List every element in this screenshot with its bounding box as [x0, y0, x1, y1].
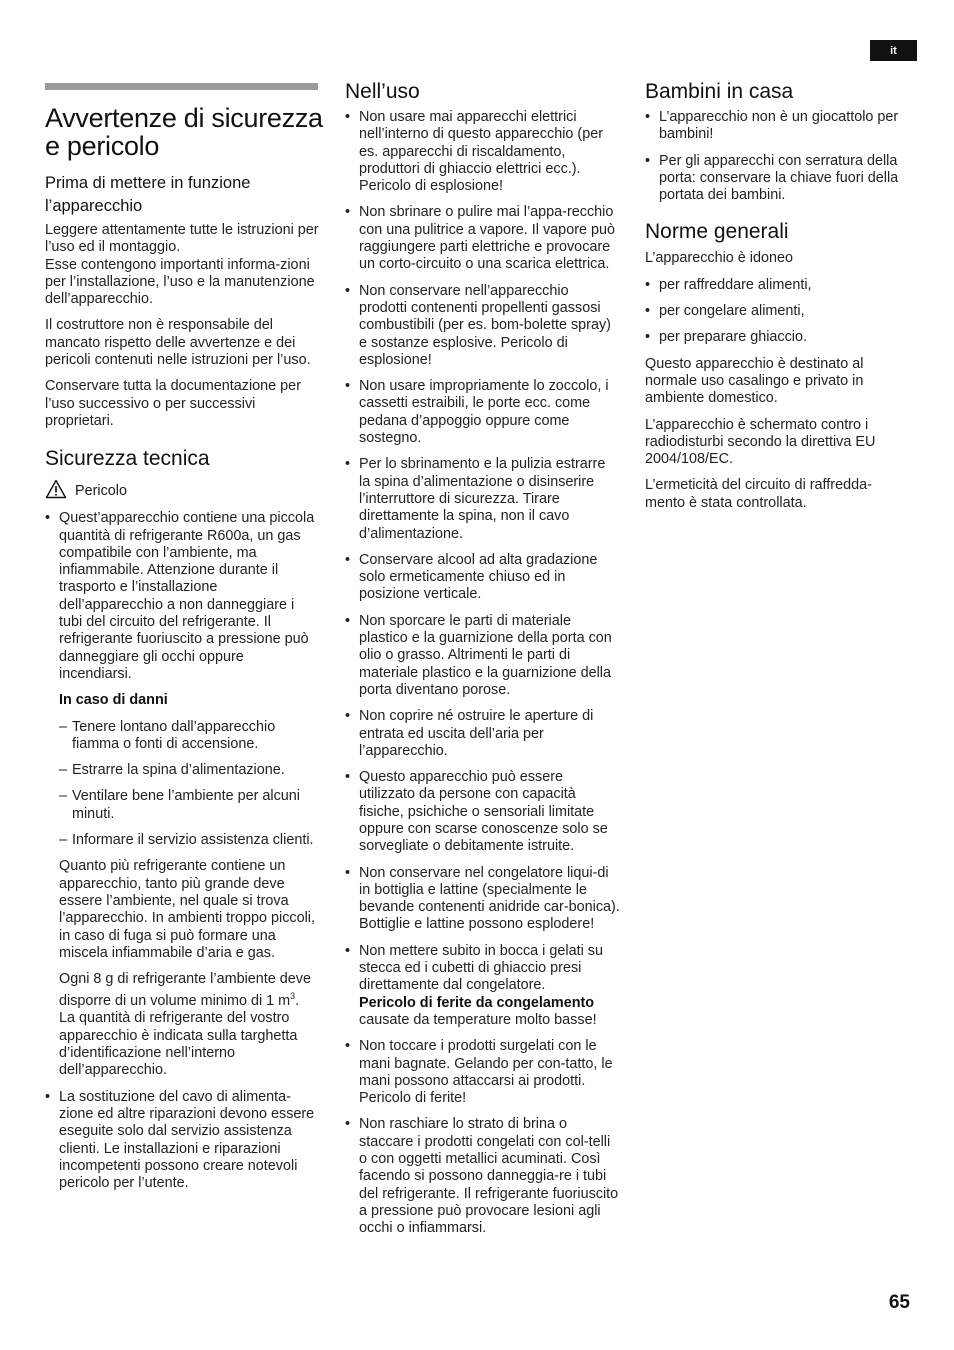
language-badge	[870, 40, 917, 61]
page-title: Avvertenze di sicurezza e pericolo	[45, 103, 323, 161]
list-item	[345, 943, 620, 1029]
norme-heading: Norme generali	[645, 220, 789, 244]
title-rule	[45, 83, 318, 90]
list-item	[45, 510, 319, 709]
list-item: • Non usare impropriamente lo zoccolo, i cassetti estraibili, le porte ecc. come pedana d’appoggio oppure come sostegno.	[345, 378, 620, 447]
list-item: • Per gli apparecchi con serratura della porta: conservare la chiave fuori della portata dei bambini.	[645, 153, 905, 205]
list-item: • Non raschiare lo strato di brina o staccare i prodotti congelati con col-telli o con oggetti metallici acuminati. Così facendo si possono danneggia-re i tubi del refrigerante. Il refrigerante fuoriuscito a pressione può provocare lesioni agli occhi o infiammarsi.	[345, 1116, 620, 1237]
ogni-after: . La quantità di refrigerante del vostro apparecchio è indicata sulla targhetta d’identificazione nell’interno dell’apparecchio.	[59, 993, 300, 1079]
sicurezza-list	[45, 510, 319, 709]
list-item: • per congelare alimenti,	[645, 303, 905, 320]
list-item: • Non conservare nel congelatore liqui-di in bottiglia e lattine (specialmente le bevande contenenti anidride car-bonica). Bottiglie e lattine possono esplodere!	[345, 865, 620, 934]
danni-label: In caso di danni	[59, 692, 168, 709]
norme-paragraph-1: Questo apparecchio è destinato al normale uso casalingo e privato in ambiente domestico.	[645, 355, 864, 407]
list-item: • Conservare alcool ad alta gradazione solo ermeticamente chiuso ed in posizione verticale.	[345, 552, 620, 604]
list-item: • Non coprire né ostruire le aperture di entrata ed uscita dell’aria per l’apparecchio.	[345, 708, 620, 760]
language-label: it	[890, 44, 897, 57]
refrigerante-text: Quest’apparecchio contiene una piccola quantità di refrigerante R600a, un gas compatibile con l’ambiente, ma infiammabile. Attenzione durante il trasporto e l’installazione dell’apparecchio a non danneggiare i tubi del circuito del refrigerante. Il refrigerante fuoriuscito a pressione può danneggiare gli occhi oppure incendiarsi.	[59, 510, 315, 682]
list-item: • Non conservare nell’apparecchio prodotti contenenti propellenti gassosi combustibili (per es. bom-bolette spray) e sostanze esplosive. Pericolo di esplosione!	[345, 283, 620, 369]
pericolo-label: Pericolo	[75, 483, 127, 500]
prima-paragraph-3: Conservare tutta la documentazione per l’uso successivo o per successivi proprietari.	[45, 378, 301, 429]
list-item: • Non sporcare le parti di materiale plastico e la guarnizione della porta con olio o grasso. Altrimenti le parti di materiale plastico e la guarnizione della porta diventano porose.	[345, 613, 620, 699]
norme-paragraph-2: L’apparecchio è schermato contro i radiodisturbi secondo la direttiva EU 2004/108/EC.	[645, 416, 876, 468]
ogni-before: Ogni 8 g di refrigerante l’ambiente deve disporre di un volume minimo di 1 m	[59, 971, 311, 1010]
list-item: • Non sbrinare o pulire mai l’appa-recchio con una pulitrice a vapore. Il vapore può raggiungere parti elettriche e provocare un corto-circuito o una scarica elettrica.	[345, 204, 620, 273]
list-item: • Non toccare i prodotti surgelati con le mani bagnate. Gelando per con-tatto, le mani possono attaccarsi ai prodotti. Pericolo di ferite!	[345, 1038, 620, 1107]
list-item: • La sostituzione del cavo di alimenta-zione ed altre riparazioni devono essere eseguite solo dal servizio assistenza clienti. Le installazioni e riparazioni incompetenti possono creare notevoli pericolo per l’utente.	[45, 1089, 319, 1193]
norme-paragraph-3: L’ermeticità del circuito di raffredda-mento è stata controllata.	[645, 477, 872, 511]
ogni-paragraph	[45, 971, 319, 1080]
nelluso-list	[345, 109, 620, 1238]
page-number: 65	[888, 1292, 910, 1313]
prima-heading: Prima di mettere in funzione l’apparecchio	[45, 174, 251, 215]
nelluso-heading: Nell’uso	[345, 80, 420, 103]
uses-list	[645, 277, 905, 347]
column-right	[645, 80, 905, 521]
column-left	[45, 172, 319, 1201]
bambini-heading: Bambini in casa	[645, 80, 794, 103]
list-item: • L’apparecchio non è un giocattolo per bambini!	[645, 109, 905, 144]
column-middle	[345, 80, 620, 1247]
sicurezza-list-2	[45, 1089, 319, 1193]
gelati-warning: Pericolo di ferite da congelamento	[359, 994, 595, 1011]
gelati-text: Non mettere subito in bocca i gelati su stecca ed i cubetti di ghiaccio presi direttamente dal congelatore.	[359, 942, 603, 994]
prima-paragraph-1: Leggere attentamente tutte le istruzioni per l’uso ed il montaggio. Esse contengono importanti informa-zioni per l’installazione, l’uso e la manutenzione dell’apparecchio.	[45, 222, 319, 308]
list-item: • Questo apparecchio può essere utilizzato da persone con capacità fisiche, psichiche o sensoriali limitate oppure con scarse conoscenze solo se sorvegliate o debitamente istruite.	[345, 769, 620, 855]
quanto-paragraph: Quanto più refrigerante contiene un apparecchio, tanto più grande deve essere l’ambiente, nel quale si trova l’apparecchio. In ambienti troppo piccoli, in caso di fuga si può formare una miscela infiammabile d’aria e gas.	[59, 858, 315, 961]
idoneo-text: L’apparecchio è idoneo	[645, 250, 794, 267]
list-item: – Estrarre la spina d’alimentazione.	[45, 762, 319, 779]
sicurezza-heading: Sicurezza tecnica	[45, 447, 210, 471]
prima-paragraph-2: Il costruttore non è responsabile del mancato rispetto delle avvertenze e dei pericoli contenuti nelle istruzioni per l’uso.	[45, 317, 311, 369]
list-item: – Tenere lontano dall’apparecchio fiamma o fonti di accensione.	[45, 719, 319, 754]
list-item: • Per lo sbrinamento e la pulizia estrarre la spina d’alimentazione o disinserire l’interruttore di sicurezza. Tirare direttamente la spina, non il cavo d’alimentazione.	[345, 456, 620, 542]
pericolo-line	[45, 479, 319, 503]
bambini-list	[645, 109, 905, 204]
list-item: • per preparare ghiaccio.	[645, 329, 905, 346]
list-item: – Informare il servizio assistenza clienti.	[45, 832, 319, 849]
list-item: – Ventilare bene l’ambiente per alcuni minuti.	[45, 788, 319, 823]
danni-list	[45, 719, 319, 850]
warning-triangle-icon	[45, 479, 67, 503]
list-item: • Non usare mai apparecchi elettrici nell’interno di questo apparecchio (per es. apparecchi di riscaldamento, produttori di ghiaccio elettrici ecc.). Pericolo di esplosione!	[345, 109, 620, 195]
list-item: • per raffreddare alimenti,	[645, 277, 905, 294]
ogni-sup: 3	[290, 991, 296, 1002]
gelati-after: causate da temperature molto basse!	[359, 1011, 597, 1028]
